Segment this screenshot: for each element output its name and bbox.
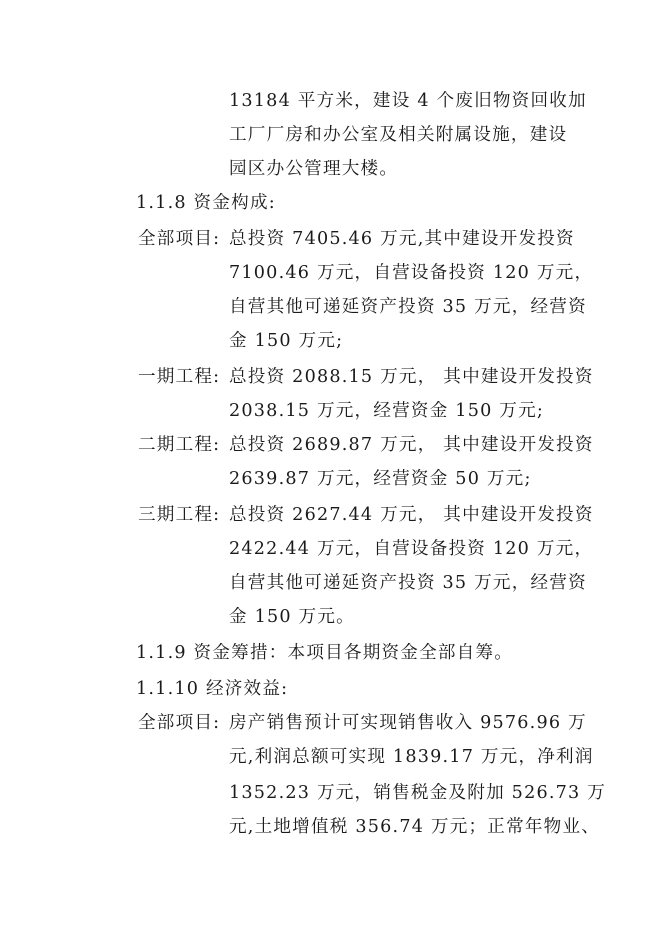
intro-line: 13184 平方米，建设 4 个废旧物资回收加: [229, 91, 587, 111]
item-line: 总投资 2627.44 万元， 其中建设开发投资: [229, 505, 594, 525]
item-line: 自营其他可递延资产投资 35 万元，经营资: [229, 297, 587, 317]
item-line: 金 150 万元;: [229, 331, 344, 351]
item-line: 1352.23 万元，销售税金及附加 526.73 万: [229, 783, 607, 803]
item-label-phase-3: 三期工程:: [138, 505, 221, 525]
item-label-all: 全部项目:: [138, 229, 221, 249]
item-line: 总投资 2689.87 万元， 其中建设开发投资: [229, 435, 594, 455]
intro-line: 工厂厂房和办公室及相关附属设施，建设: [229, 125, 568, 145]
item-line: 总投资 2088.15 万元， 其中建设开发投资: [229, 367, 594, 387]
item-line: 2422.44 万元，自营设备投资 120 万元，: [229, 539, 594, 559]
item-label-phase-1: 一期工程:: [138, 367, 221, 387]
item-line: 7100.46 万元，自营设备投资 120 万元，: [229, 263, 594, 283]
section-heading-1-1-10: 1.1.10 经济效益:: [136, 679, 289, 699]
item-line: 2639.87 万元，经营资金 50 万元;: [229, 469, 532, 489]
section-heading-1-1-8: 1.1.8 资金构成:: [136, 193, 276, 213]
item-line: 元,土地增值税 356.74 万元；正常年物业、: [229, 817, 601, 837]
item-line: 元,利润总额可实现 1839.17 万元，净利润: [229, 747, 594, 767]
item-label-phase-2: 二期工程:: [138, 435, 221, 455]
intro-line: 园区办公管理大楼。: [229, 159, 399, 179]
item-line: 总投资 7405.46 万元,其中建设开发投资: [229, 229, 575, 249]
item-label-all: 全部项目:: [138, 713, 221, 733]
item-line: 2038.15 万元，经营资金 150 万元;: [229, 401, 544, 421]
section-paragraph-1-1-9: 1.1.9 资金筹措：本项目各期资金全部自筹。: [136, 643, 514, 663]
item-line: 房产销售预计可实现销售收入 9576.96 万: [229, 713, 587, 733]
item-line: 金 150 万元。: [229, 607, 355, 627]
item-line: 自营其他可递延资产投资 35 万元，经营资: [229, 573, 587, 593]
